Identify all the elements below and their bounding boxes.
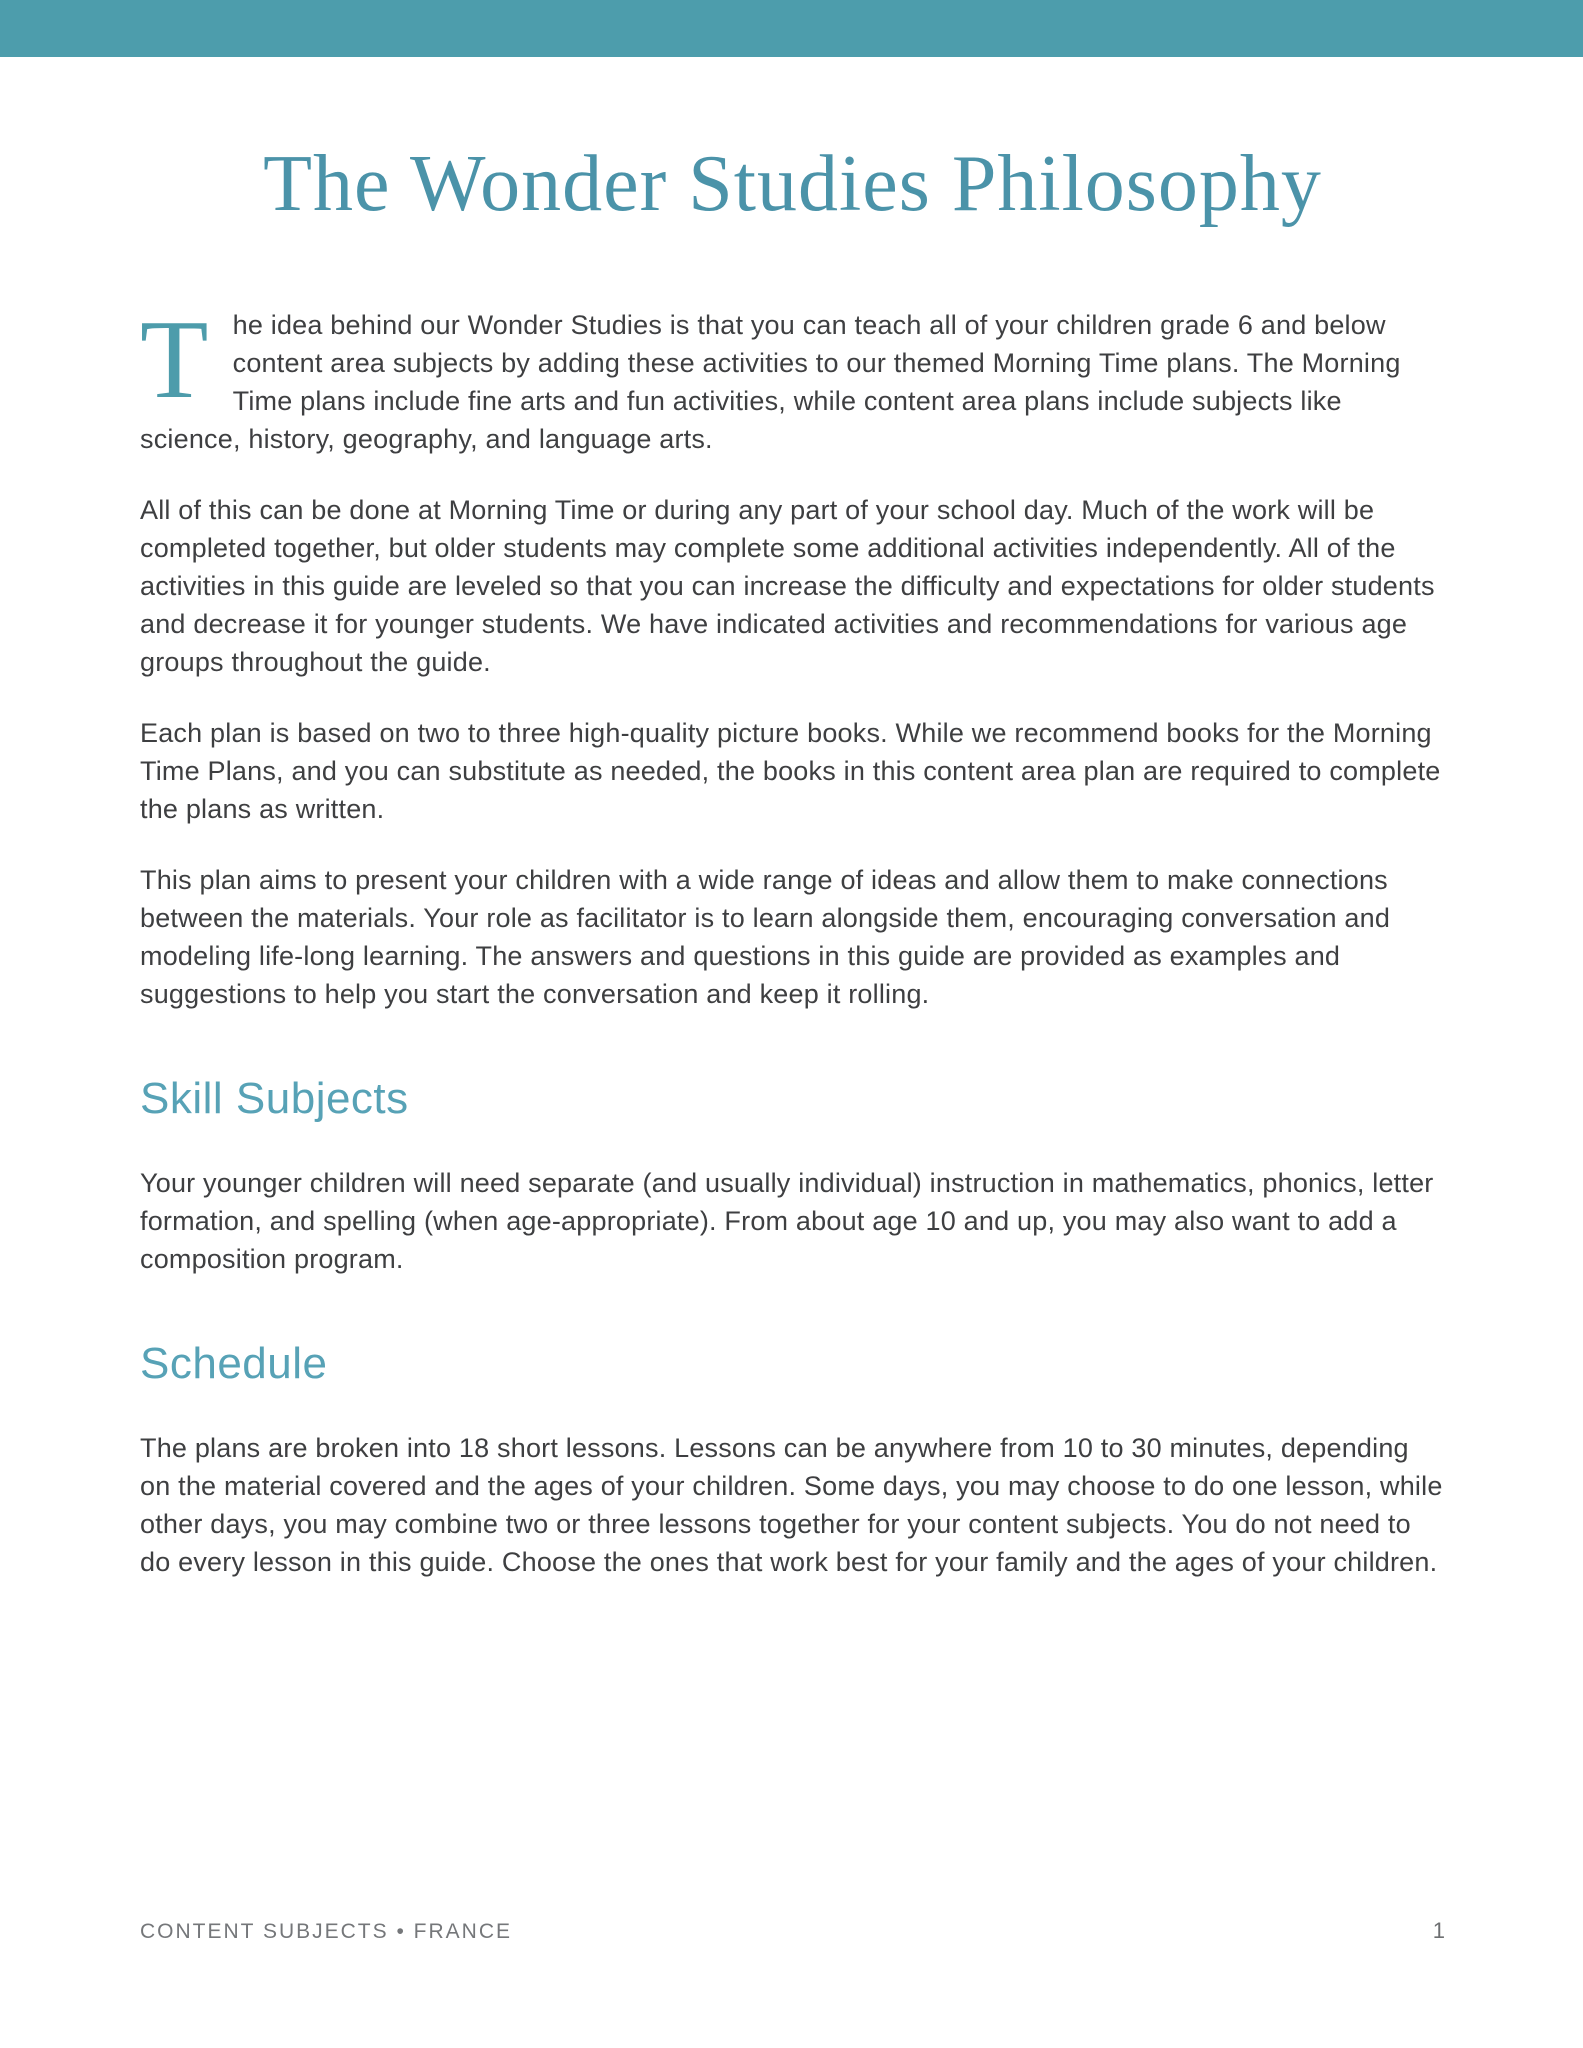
intro-paragraph — [140, 298, 1445, 458]
paragraph: Each plan is based on two to three high-quality picture books. While we recommend books for the Morning Time Plans, and you can substitute as needed, the books in this content area plan are required to complete the plans as written. — [140, 718, 1441, 824]
section-heading-skill-subjects: Skill Subjects — [140, 1074, 409, 1123]
top-accent-bar — [0, 0, 1583, 57]
paragraph: The plans are broken into 18 short lessons. Lessons can be anywhere from 10 to 30 minutes, depending on the material covered and the ages of your children. Some days, you may choose to do one lesson, while other days, you may combine two or three lessons together for your content subjects. You do not need to do every lesson in this guide. Choose the ones that work best for your family and the ages of your children. — [140, 1432, 1443, 1577]
intro-paragraph-text: he idea behind our Wonder Studies is that you can teach all of your children grade 6 and below content area subjects by adding these activities to our themed Morning Time plans. The Morning Time plans include fine arts and fun activities, while content area plans include subjects like science, history, geography, and language arts. — [140, 310, 1401, 454]
paragraph: All of this can be done at Morning Time or during any part of your school day. Much of the work will be completed together, but older students may complete some additional activities independently. All of the activities in this guide are leveled so that you can increase the difficulty and expectations for older students and decrease it for younger students. We have indicated activities and recommendations for various age groups throughout the guide. — [140, 495, 1435, 677]
page-title: The Wonder Studies Philosophy — [263, 140, 1322, 228]
paragraph: Your younger children will need separate (and usually individual) instruction in mathematics, phonics, letter formation, and spelling (when age-appropriate). From about age 10 and up, you may also want to add a composition program. — [140, 1167, 1434, 1274]
document-body — [140, 140, 1445, 1581]
footer-label: CONTENT SUBJECTS • FRANCE — [140, 1920, 512, 1943]
page-number: 1 — [1432, 1918, 1445, 1943]
paragraph: This plan aims to present your children with a wide range of ideas and allow them to make connections between the materials. Your role as facilitator is to learn alongside them, encouraging conversation and modeling life-long learning. The answers and questions in this guide are provided as examples and suggestions to help you start the conversation and keep it rolling. — [140, 865, 1391, 1009]
section-heading-schedule: Schedule — [140, 1338, 328, 1388]
drop-cap: T — [140, 298, 209, 422]
page-footer — [140, 1918, 1445, 1944]
